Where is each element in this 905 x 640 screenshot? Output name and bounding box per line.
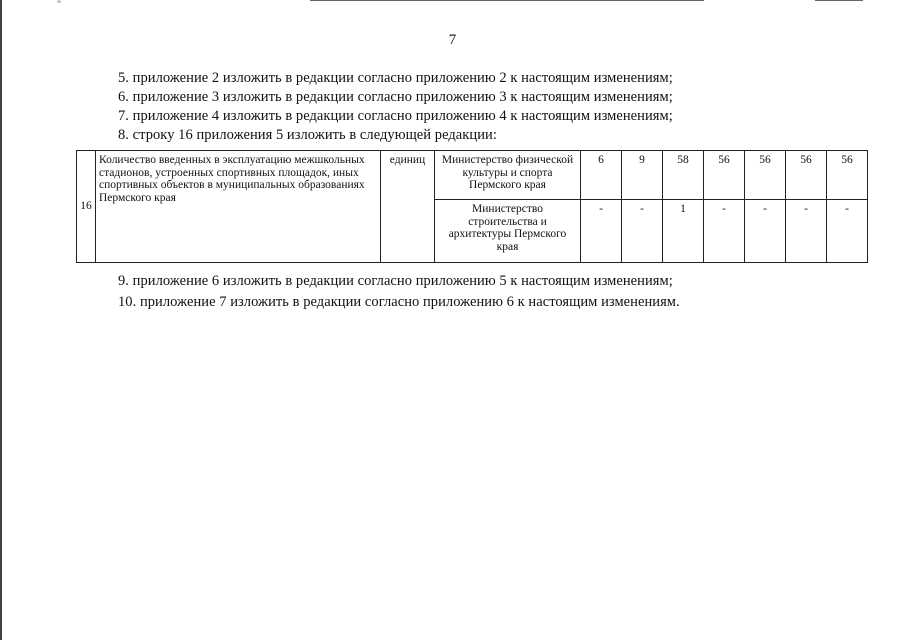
value-cell: - — [745, 200, 786, 263]
value-cell: - — [704, 200, 745, 263]
table-row — [77, 151, 868, 200]
unit-cell: единиц — [381, 151, 435, 263]
value-cell: 6 — [581, 151, 622, 200]
value-cell: - — [581, 200, 622, 263]
value-cell: - — [827, 200, 868, 263]
value-cell: 56 — [786, 151, 827, 200]
paragraph-item-9: 9. приложение 6 изложить в редакции согласно приложению 5 к настоящим изменениям; — [118, 273, 673, 289]
value-cell: - — [786, 200, 827, 263]
paragraph-item-5: 5. приложение 2 изложить в редакции согласно приложению 2 к настоящим изменениям; — [118, 70, 673, 86]
value-cell: 56 — [827, 151, 868, 200]
organization-cell: Министерство физической культуры и спорта Пермского края — [435, 151, 581, 200]
paragraph-item-8: 8. строку 16 приложения 5 изложить в следующей редакции: — [118, 127, 497, 143]
value-cell: 58 — [663, 151, 704, 200]
value-cell: 1 — [663, 200, 704, 263]
scan-top-line — [310, 0, 704, 1]
value-cell: 56 — [745, 151, 786, 200]
organization-cell: Министерство строительства и архитектуры Пермского края — [435, 200, 581, 263]
indicator-table — [76, 150, 868, 263]
value-cell: 9 — [622, 151, 663, 200]
page-number: 7 — [448, 32, 457, 48]
scan-top-line-right — [815, 0, 863, 1]
paragraph-item-7: 7. приложение 4 изложить в редакции согласно приложению 4 к настоящим изменениям; — [118, 108, 673, 124]
paragraph-item-10: 10. приложение 7 изложить в редакции согласно приложению 6 к настоящим изменениям. — [118, 294, 680, 310]
row-number-cell: 16 — [77, 151, 96, 263]
paragraph-item-6: 6. приложение 3 изложить в редакции согласно приложению 3 к настоящим изменениям; — [118, 89, 673, 105]
value-cell: - — [622, 200, 663, 263]
scan-page-edge — [0, 0, 2, 640]
indicator-cell: Количество введенных в эксплуатацию межшкольных стадионов, устроенных спортивных площадок, иных спортивных объектов в муниципальных образованиях Пермского края — [96, 151, 381, 263]
value-cell: 56 — [704, 151, 745, 200]
scan-artifact-mark: ” — [57, 0, 61, 9]
